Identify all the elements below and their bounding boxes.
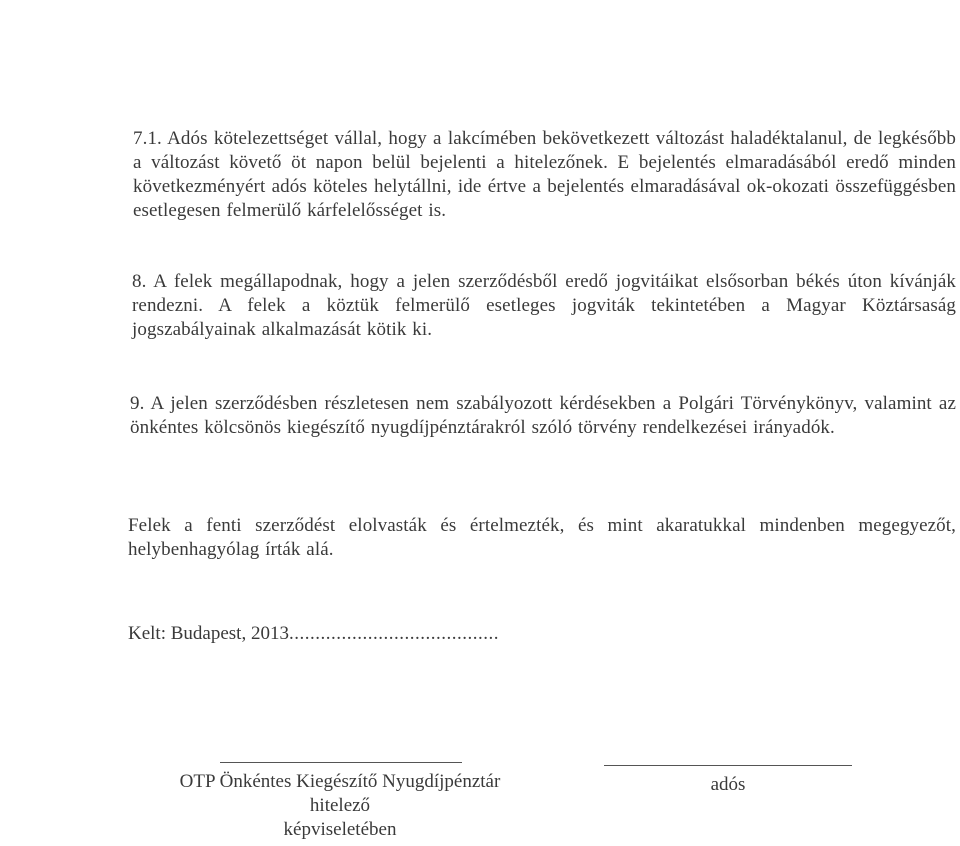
debtor-role: adós <box>710 774 746 795</box>
debtor-signature-line <box>604 765 852 766</box>
creditor-signature-line <box>220 762 462 763</box>
date-fill-dots: ........................................ <box>288 623 499 644</box>
paragraph-9: 9. A jelen szerződésben részletesen nem szabályozott kérdésekben a Polgári Törvénykönyv, valamint az önkéntes kölcsönös kiegészítő nyugdíjpénztárakról szóló törvény rendelkezései irányadók. <box>130 393 956 438</box>
closing-paragraph: Felek a fenti szerződést elolvasták és értelmezték, és mint akaratukkal mindenben megegyezőt, helybenhagyólag írták alá. <box>128 515 956 560</box>
date-place-label: Kelt: Budapest, 2013 <box>128 623 289 644</box>
creditor-role: hitelező <box>309 795 371 816</box>
creditor-representation: képviseletében <box>283 819 397 840</box>
paragraph-7-1: 7.1. Adós kötelezettséget vállal, hogy a lakcímében bekövetkezett változást haladéktalanul, de legkésőbb a változást követő öt napon belül bejelenti a hitelezőnek. E bejelentés elmaradásából eredő minden következményért adós köteles helytállni, ide értve a bejelentés elmaradásával ok-okozati összefüggésben esetlegesen felmerülő kárfelelősséget is. <box>133 128 956 221</box>
creditor-name: OTP Önkéntes Kiegészítő Nyugdíjpénztár <box>179 771 501 792</box>
date-place-line <box>128 622 499 646</box>
paragraph-8: 8. A felek megállapodnak, hogy a jelen szerződésből eredő jogvitáikat elsősorban békés úton kívánják rendezni. A felek a köztük felmerülő esetleges jogviták tekintetében a Magyar Köztársaság jogszabályainak alkalmazását kötik ki. <box>132 271 956 340</box>
